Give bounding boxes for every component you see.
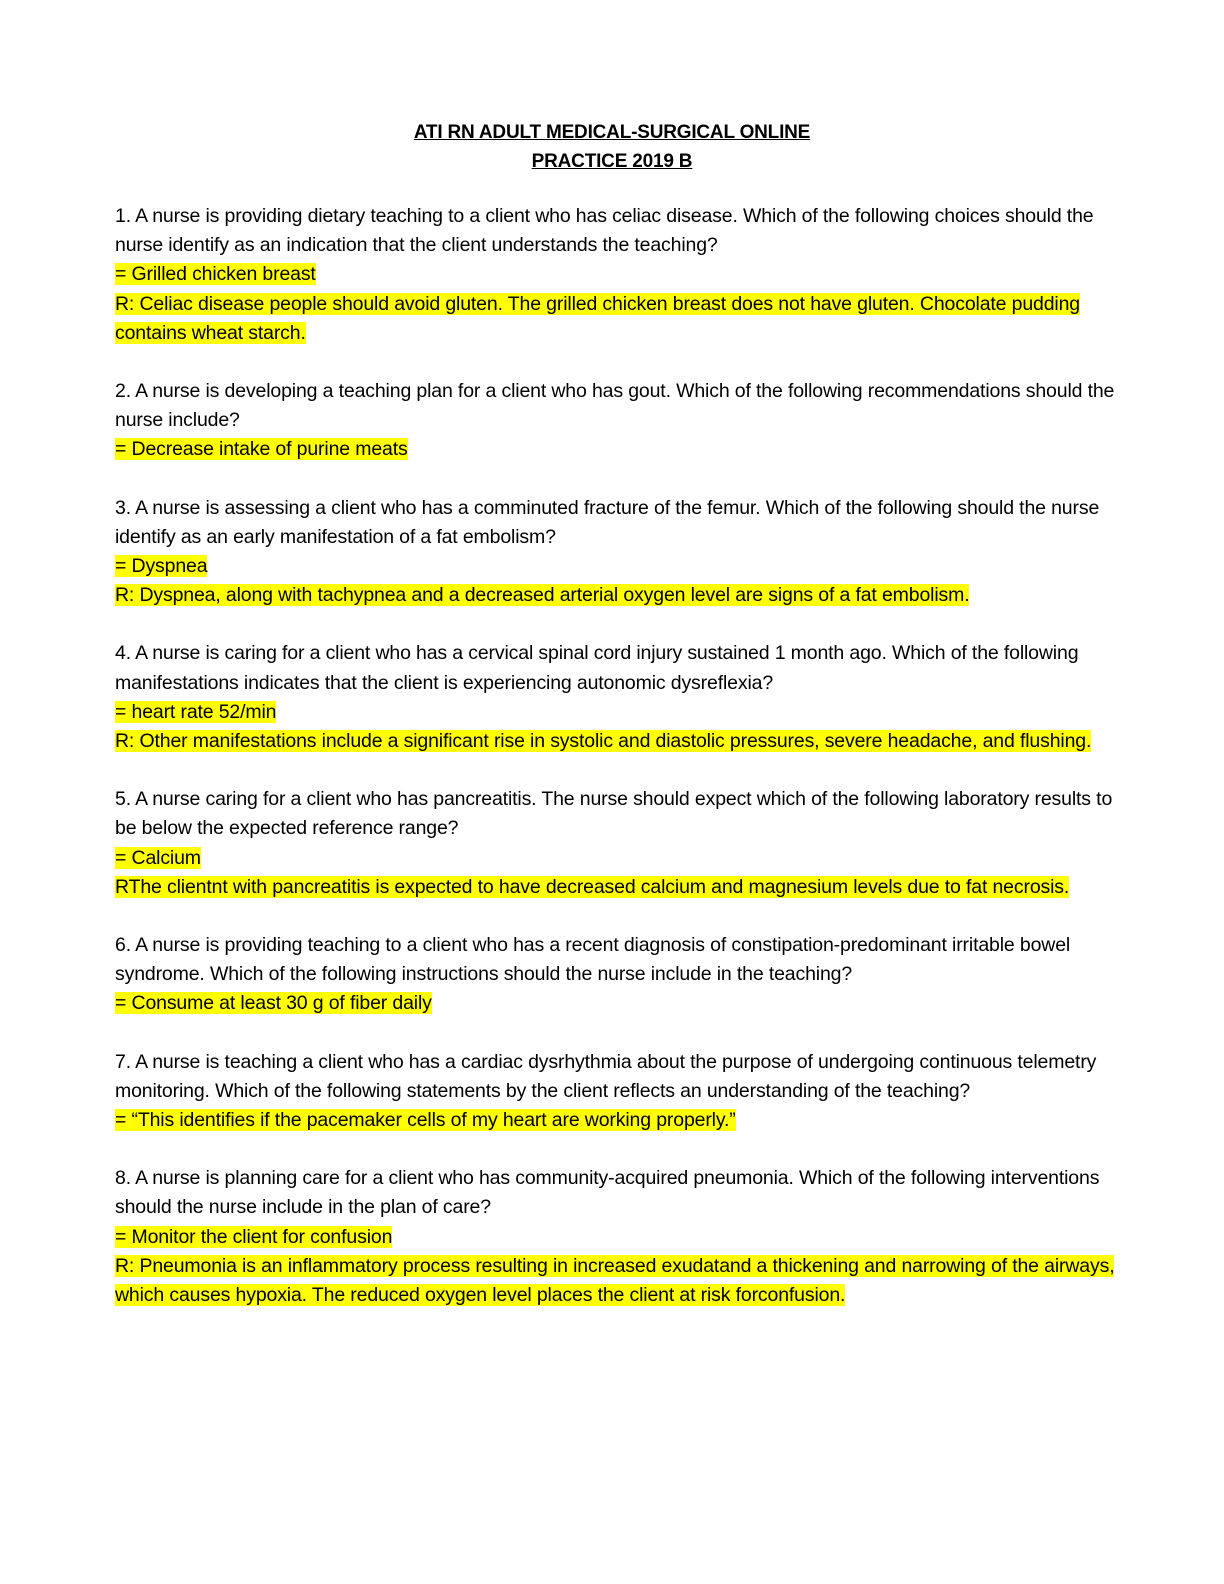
rationale-highlight: R: Celiac disease people should avoid gluten. The grilled chicken breast does not have gluten. Chocolate pudding contains wheat starch. <box>115 292 1080 344</box>
question-text: 1. A nurse is providing dietary teaching to a client who has celiac disease. Which of the following choices should the nurse identify as an indication that the client understands the teaching? <box>115 205 1094 257</box>
question-text: 6. A nurse is providing teaching to a client who has a recent diagnosis of constipation-predominant irritable bowel syndrome. Which of the following instructions should the nurse include in the teaching? <box>115 934 1071 986</box>
question-list <box>115 202 1115 1339</box>
rationale-highlight: RThe clientnt with pancreatitis is expected to have decreased calcium and magnesium levels due to fat necrosis. <box>115 875 1070 898</box>
question-text: 7. A nurse is teaching a client who has a cardiac dysrhythmia about the purpose of undergoing continuous telemetry monitoring. Which of the following statements by the client reflects an understanding of the teaching? <box>115 1050 1097 1102</box>
question-8 <box>115 1164 1115 1310</box>
answer-highlight: = Consume at least 30 g of fiber daily <box>115 992 432 1015</box>
answer-highlight: = heart rate 52/min <box>115 700 277 723</box>
rationale-highlight: R: Other manifestations include a significant rise in systolic and diastolic pressures, severe headache, and flushing. <box>115 730 1092 753</box>
answer-highlight: = “This identifies if the pacemaker cells of my heart are working properly.” <box>115 1109 736 1132</box>
question-text: 2. A nurse is developing a teaching plan for a client who has gout. Which of the following recommendations should the nurse include? <box>115 380 1115 432</box>
question-6 <box>115 931 1115 1019</box>
title-line-1: ATI RN ADULT MEDICAL-SURGICAL ONLINE <box>413 122 811 143</box>
question-text: 5. A nurse caring for a client who has pancreatitis. The nurse should expect which of the following laboratory results to be below the expected reference range? <box>115 788 1113 840</box>
question-1 <box>115 202 1115 348</box>
document-title <box>0 118 1224 176</box>
question-text: 4. A nurse is caring for a client who has a cervical spinal cord injury sustained 1 month ago. Which of the following manifestations indicates that the client is experiencing autonomic dysreflexia? <box>115 642 1079 694</box>
question-5 <box>115 785 1115 902</box>
title-line-2: PRACTICE 2019 B <box>531 151 693 172</box>
question-text: 3. A nurse is assessing a client who has a comminuted fracture of the femur. Which of the following should the nurse identify as an early manifestation of a fat embolism? <box>115 496 1100 548</box>
question-2 <box>115 377 1115 465</box>
question-text: 8. A nurse is planning care for a client who has community-acquired pneumonia. Which of the following interventions should the nurse include in the plan of care? <box>115 1167 1100 1219</box>
answer-highlight: = Monitor the client for confusion <box>115 1225 393 1248</box>
rationale-highlight: R: Dyspnea, along with tachypnea and a decreased arterial oxygen level are signs of a fat embolism. <box>115 584 970 607</box>
answer-highlight: = Grilled chicken breast <box>115 263 316 286</box>
question-4 <box>115 639 1115 756</box>
answer-highlight: = Decrease intake of purine meats <box>115 438 408 461</box>
rationale-highlight: R: Pneumonia is an inflammatory process resulting in increased exudatand a thickening and narrowing of the airways, which causes hypoxia. The reduced oxygen level places the client at risk forconfusion. <box>115 1254 1115 1307</box>
question-3 <box>115 494 1115 611</box>
question-7 <box>115 1048 1115 1136</box>
answer-highlight: = Calcium <box>115 846 201 869</box>
answer-highlight: = Dyspnea <box>115 555 208 578</box>
